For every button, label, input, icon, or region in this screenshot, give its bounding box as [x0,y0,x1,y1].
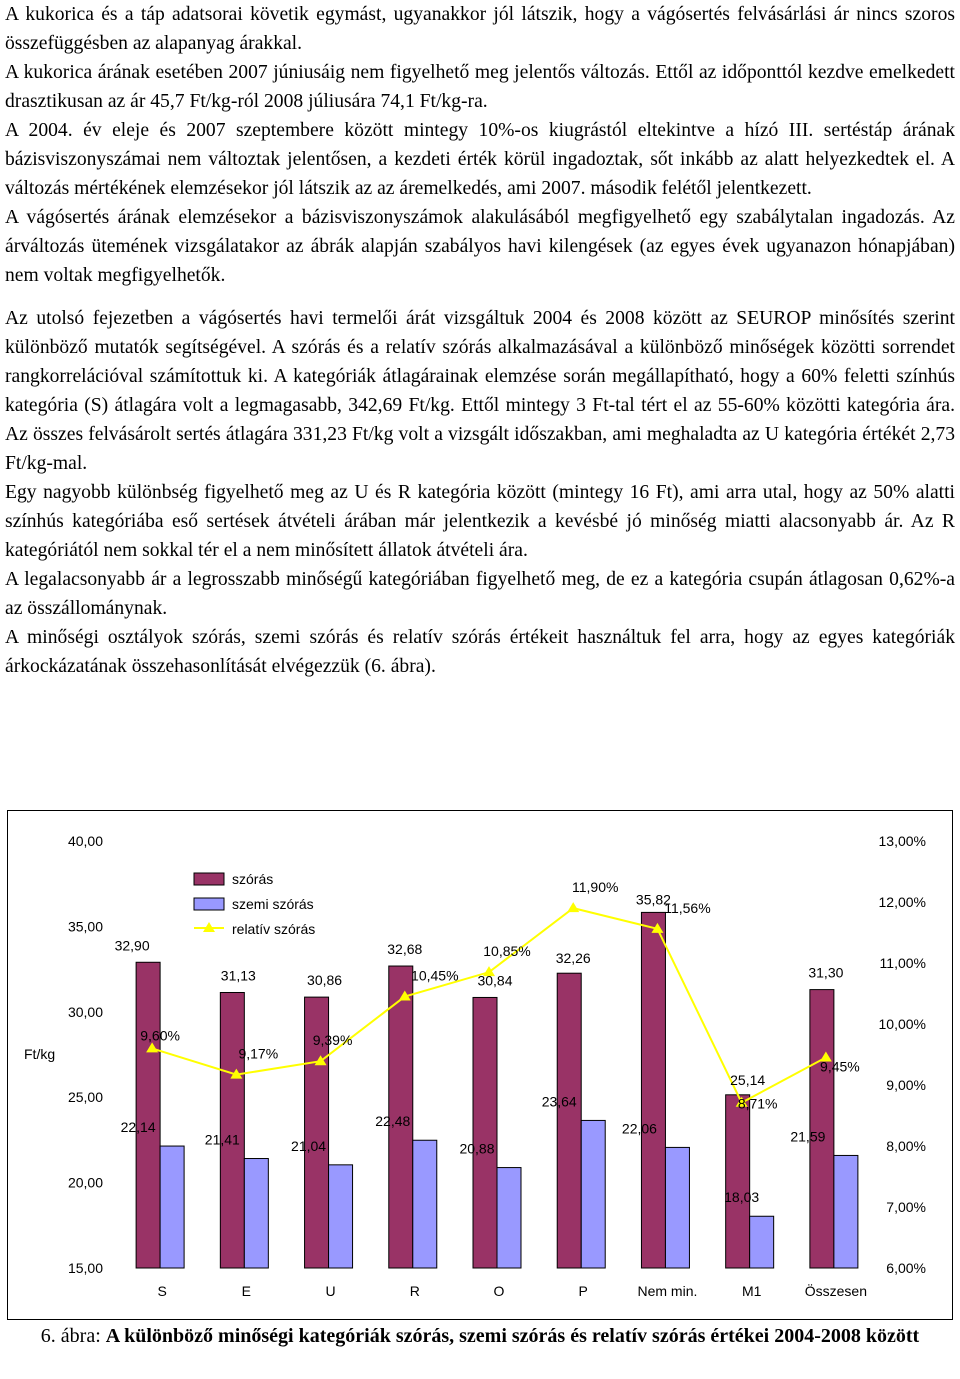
chart [8,811,952,1319]
data-label-szoras: 32,26 [555,950,591,967]
x-tick-label: Összesen [804,1283,868,1299]
bar-szoras [641,912,665,1268]
caption-prefix: 6. ábra: [40,1325,106,1347]
y-tick-label: 40,00 [67,833,103,849]
data-label-relativ-szoras: 9,60% [140,1027,180,1044]
data-label-szemi-szoras: 23,64 [541,1093,577,1110]
paragraph: Az utolsó fejezetben a vágósertés havi termelői árát vizsgáltuk 2004 és 2008 között az SEUROP minősítés szerint különböző mutatók segítségével. A szórás és a relatív szórás alkalmazásával a különböző minőségek közötti sorrendet rangkorrelációval számítottuk ki. A kategóriák átlagárainak elemzése során megállapítható, hogy a 60% feletti színhús kategória (S) átlagára volt a legmagasabb, 342,69 Ft/kg. Ettől mintegy 3 Ft-tal tért el az 55-60% közötti kategória ára. Az összes felvásárolt sertés átlagára 331,23 Ft/kg volt a vizsgált időszakban, ami meghaladta az U kategória értékét 2,73 Ft/kg-mal. [5,308,955,474]
bar-szemi-szoras [413,1140,437,1268]
x-tick-label: O [493,1283,505,1299]
bar-szemi-szoras [244,1159,268,1268]
chart-frame [7,810,953,1320]
bar-szemi-szoras [497,1168,521,1268]
y-tick-label: 15,00 [67,1260,103,1276]
bar-szemi-szoras [665,1147,689,1268]
y2-tick-label: 6,00% [886,1260,926,1276]
data-label-szemi-szoras: 20,88 [459,1140,495,1157]
legend-swatch-szoras [194,873,224,885]
legend-label-relativ-szoras: relatív szórás [232,921,316,937]
bar-szemi-szoras [750,1216,774,1268]
bar-szoras [220,992,244,1268]
bar-szemi-szoras [834,1155,858,1268]
y2-tick-label: 7,00% [886,1199,926,1215]
data-label-szoras: 31,13 [220,967,256,984]
data-label-szemi-szoras: 22,06 [621,1120,657,1137]
x-tick-label: S [157,1283,167,1299]
data-label-relativ-szoras: 10,85% [483,943,531,960]
data-label-szemi-szoras: 21,59 [790,1128,826,1145]
x-tick-label: P [578,1283,588,1299]
x-tick-label: E [241,1283,252,1299]
bar-szemi-szoras [581,1120,605,1268]
paragraph: A kukorica árának esetében 2007 júniusáig nem figyelhető meg jelentős változás. Ettől az időponttól kezdve emelkedett drasztikusan az ár 45,7 Ft/kg-ról 2008 júliusára 74,1 Ft/kg-ra. [5,62,955,112]
paragraph: A legalacsonyabb ár a legrosszabb minőségű kategóriában figyelhető meg, de ez a kategória csupán átlagosan 0,62%-a az összállománynak. [5,569,955,619]
bar-szoras [557,973,581,1268]
data-label-szoras: 30,86 [307,972,343,989]
y2-tick-label: 8,00% [886,1138,926,1154]
data-label-relativ-szoras: 11,56% [664,899,711,916]
data-label-relativ-szoras: 9,17% [238,1045,279,1062]
data-label-relativ-szoras: 10,45% [411,967,459,984]
legend-label-szoras: szórás [232,871,274,887]
data-label-szoras: 32,68 [387,941,423,958]
legend-swatch-szemi-szoras [194,898,224,910]
paragraph: A kukorica és a táp adatsorai követik egymást, ugyanakkor jól látszik, hogy a vágósertés felvásárlási ár nincs szoros összefüggésben az alapanyag árakkal. [5,4,955,54]
bar-szemi-szoras [160,1146,184,1268]
data-label-relativ-szoras: 9,39% [312,1032,353,1049]
paragraph: A minőségi osztályok szórás, szemi szórás és relatív szórás értékeit használtuk fel arra, hogy az egyes kategóriák árkockázatának összehasonlítását elvégezzük (6. ábra). [5,627,955,677]
y2-tick-label: 12,00% [878,894,926,910]
data-label-szemi-szoras: 22,14 [120,1119,156,1136]
data-label-szoras: 31,30 [808,964,844,981]
bar-szemi-szoras [329,1165,353,1268]
body-text [5,0,955,681]
data-label-relativ-szoras: 9,45% [820,1058,860,1075]
y2-tick-label: 13,00% [878,833,926,849]
paragraph: A 2004. év eleje és 2007 szeptembere között mintegy 10%-os kiugrástól eltekintve a hízó III. sertéstáp árának bázisviszonyszámai nem változtak jelentősen, a kezdeti érték körül ingadoztak, sőt inkább az alatt helyezkedtek el. A változás mértékének elemzésekor jól látszik az az áremelkedés, ami 2007. második felétől jelentkezett. [5,120,955,199]
caption-title: A különböző minőségi kategóriák szórás, szemi szórás és relatív szórás értékei 2004-2008 között [105,1325,920,1347]
data-label-relativ-szoras: 11,90% [571,879,619,896]
y-tick-label: 25,00 [67,1089,103,1106]
x-tick-label: M1 [741,1283,762,1299]
bar-szoras [473,997,497,1268]
data-label-szoras: 30,84 [477,972,513,989]
x-tick-label: U [325,1283,336,1299]
data-label-szoras: 35,82 [635,891,671,908]
x-tick-label: R [409,1283,420,1299]
bar-szoras [136,962,160,1268]
data-label-szoras: 32,90 [114,937,150,954]
data-label-szemi-szoras: 21,41 [204,1131,240,1148]
y2-tick-label: 10,00% [878,1016,926,1032]
y-tick-label: 35,00 [67,918,103,935]
data-label-szoras: 25,14 [730,1071,766,1088]
marker-relativ-szoras [567,902,579,912]
y-axis-label: Ft/kg [24,1046,56,1062]
data-label-szemi-szoras: 21,04 [291,1137,327,1154]
y2-tick-label: 11,00% [879,955,926,971]
x-tick-label: Nem min. [637,1283,698,1299]
figure-caption [0,1322,960,1350]
y-tick-label: 20,00 [67,1174,103,1191]
paragraph: A vágósertés árának elemzésekor a bázisviszonyszámok alakulásából megfigyelhető egy szabálytalan ingadozás. Az árváltozás ütemének vizsgálatakor az ábrák alapján szabályos havi kilengések (az egyes évek ugyanazon hónapjában) nem voltak megfigyelhetők. [5,207,955,286]
paragraph: Egy nagyobb különbség figyelhető meg az U és R kategória között (mintegy 16 Ft), ami arra utal, hogy az 50% alatti színhús kategóriába eső sertések átvételi árában már jelentkezik a kevésbé jó minőség miatti alacsonyabb ár. Az R kategóriától nem sokkal tér el a nem minősített állatok átvételi ára. [5,482,955,561]
legend-label-szemi-szoras: szemi szórás [232,896,314,912]
y-tick-label: 30,00 [67,1003,103,1020]
data-label-relativ-szoras: 8,71% [737,1095,778,1112]
y2-tick-label: 9,00% [886,1077,926,1093]
data-label-szemi-szoras: 22,48 [375,1113,411,1130]
data-label-szemi-szoras: 18,03 [724,1189,760,1206]
bar-szoras [726,1095,750,1268]
